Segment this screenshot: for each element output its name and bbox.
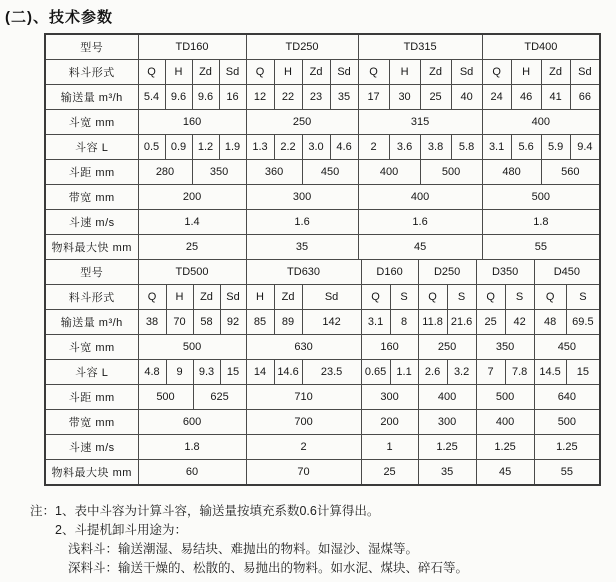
table-cell: 69.5 — [566, 310, 600, 335]
table-cell: 60 — [138, 460, 246, 486]
table-cell: Q — [138, 285, 166, 310]
table-cell: 30 — [389, 85, 420, 110]
table-cell: H — [165, 60, 192, 85]
table-cell: Q — [476, 285, 505, 310]
table-cell: 450 — [534, 335, 600, 360]
table-cell: 1.25 — [418, 435, 476, 460]
table-cell: TD315 — [358, 34, 482, 60]
table-cell: 21.6 — [447, 310, 476, 335]
table-cell: 1.8 — [138, 435, 246, 460]
row-label: 斗距 mm — [45, 385, 138, 410]
table-cell: 0.9 — [165, 135, 192, 160]
row-label: 带宽 mm — [45, 185, 138, 210]
table-cell: 300 — [418, 410, 476, 435]
table-cell: 9.6 — [165, 85, 192, 110]
table-row — [45, 460, 600, 486]
table-cell: 360 — [246, 160, 302, 185]
table-row — [45, 160, 600, 185]
table-cell: 2.2 — [274, 135, 302, 160]
table-cell: 0.65 — [361, 360, 390, 385]
table-cell: 700 — [246, 410, 361, 435]
table-cell: D450 — [534, 260, 600, 285]
table-cell: 200 — [138, 185, 246, 210]
table-cell: 400 — [418, 385, 476, 410]
table-cell: 25 — [476, 310, 505, 335]
table-cell: 92 — [220, 310, 246, 335]
table-row — [45, 285, 600, 310]
table-cell: 8 — [390, 310, 418, 335]
table-row — [45, 410, 600, 435]
table-cell: 14.6 — [274, 360, 302, 385]
table-row — [45, 135, 600, 160]
table-cell: 46 — [511, 85, 541, 110]
table-cell: 350 — [192, 160, 246, 185]
table-cell: 1.25 — [534, 435, 600, 460]
table-cell: 480 — [482, 160, 541, 185]
table-row — [45, 235, 600, 260]
row-label: 斗宽 mm — [45, 335, 138, 360]
table-cell: 5.9 — [541, 135, 570, 160]
table-cell: 25 — [420, 85, 451, 110]
table-row — [45, 335, 600, 360]
table-cell: Q — [138, 60, 165, 85]
table-cell: Q — [361, 285, 390, 310]
table-cell: 160 — [138, 110, 246, 135]
table-cell: H — [246, 285, 274, 310]
table-cell: 280 — [138, 160, 192, 185]
table-cell: 15 — [566, 360, 600, 385]
table-cell: 42 — [505, 310, 534, 335]
table-cell: 45 — [476, 460, 534, 486]
table-cell: Zd — [541, 60, 570, 85]
table-cell: 450 — [302, 160, 358, 185]
table-row — [45, 310, 600, 335]
table-cell: 640 — [534, 385, 600, 410]
table-cell: Q — [418, 285, 447, 310]
table-cell: 400 — [476, 410, 534, 435]
table-row — [45, 385, 600, 410]
table-cell: 500 — [420, 160, 482, 185]
table-cell: 11.8 — [418, 310, 447, 335]
table-cell: 16 — [219, 85, 246, 110]
footnotes — [30, 502, 605, 578]
row-label: 斗速 m/s — [45, 435, 138, 460]
table-cell: H — [511, 60, 541, 85]
row-label: 物料最大快 mm — [45, 235, 138, 260]
table-cell: S — [390, 285, 418, 310]
table-cell: 14 — [246, 360, 274, 385]
table-cell: H — [274, 60, 302, 85]
table-cell: 70 — [166, 310, 193, 335]
table-cell: 85 — [246, 310, 274, 335]
table-cell: 9.4 — [570, 135, 600, 160]
table-cell: 500 — [482, 185, 600, 210]
table-row — [45, 85, 600, 110]
table-row — [45, 34, 600, 60]
page-title: (二)、技术参数 — [5, 9, 113, 26]
row-label: 斗距 mm — [45, 160, 138, 185]
section-1-body — [45, 34, 600, 260]
table-cell: Q — [358, 60, 389, 85]
row-label: 料斗形式 — [45, 60, 138, 85]
table-cell: 1.8 — [482, 210, 600, 235]
table-row — [45, 185, 600, 210]
note-lines — [55, 502, 605, 578]
table-cell: Zd — [193, 285, 220, 310]
note-line-3: 浅料斗：输送潮湿、易结块、难抛出的物料。如湿沙、湿煤等。 — [68, 542, 419, 556]
table-cell: 3.8 — [420, 135, 451, 160]
row-label: 斗宽 mm — [45, 110, 138, 135]
table-cell: 200 — [361, 410, 418, 435]
row-label: 物料最大块 mm — [45, 460, 138, 486]
row-label: 料斗形式 — [45, 285, 138, 310]
table-cell: 3.2 — [447, 360, 476, 385]
table-cell: TD160 — [138, 34, 246, 60]
table-cell: Sd — [220, 285, 246, 310]
table-cell: 35 — [246, 235, 358, 260]
table-cell: 9.3 — [193, 360, 220, 385]
table-cell: Sd — [570, 60, 600, 85]
table-cell: TD400 — [482, 34, 600, 60]
table-cell: 142 — [302, 310, 361, 335]
table-cell: S — [447, 285, 476, 310]
row-label: 型号 — [45, 260, 138, 285]
note-line-4: 深料斗：输送干燥的、松散的、易抛出的物料。如水泥、煤块、碎石等。 — [68, 561, 469, 575]
table-cell: D160 — [361, 260, 418, 285]
table-cell: 350 — [476, 335, 534, 360]
table-cell: 0.5 — [138, 135, 165, 160]
table-row — [45, 110, 600, 135]
spec-table — [44, 33, 600, 486]
table-cell: 4.8 — [138, 360, 166, 385]
table-cell: 25 — [138, 235, 246, 260]
table-cell: 560 — [541, 160, 600, 185]
table-cell: 1.6 — [246, 210, 358, 235]
table-cell: Zd — [274, 285, 302, 310]
table-cell: 2.6 — [418, 360, 447, 385]
table-cell: 5.8 — [451, 135, 482, 160]
table-cell: 66 — [570, 85, 600, 110]
table-cell: Zd — [302, 60, 330, 85]
table-cell: 40 — [451, 85, 482, 110]
table-cell: S — [505, 285, 534, 310]
table-cell: 710 — [246, 385, 361, 410]
table-cell: Sd — [302, 285, 361, 310]
table-row — [45, 435, 600, 460]
table-cell: 23 — [302, 85, 330, 110]
table-cell: 3.1 — [482, 135, 511, 160]
table-cell: Q — [246, 60, 274, 85]
table-cell: 3.6 — [389, 135, 420, 160]
table-cell: 70 — [246, 460, 361, 486]
row-label: 输送量 m³/h — [45, 310, 138, 335]
table-cell: Sd — [451, 60, 482, 85]
table-cell: 12 — [246, 85, 274, 110]
table-cell: 1.25 — [476, 435, 534, 460]
spec-table-section-2 — [44, 259, 601, 486]
row-label: 斗速 m/s — [45, 210, 138, 235]
table-cell: 1.4 — [138, 210, 246, 235]
table-cell: 17 — [358, 85, 389, 110]
table-cell: 9 — [166, 360, 193, 385]
table-cell: S — [566, 285, 600, 310]
table-cell: 600 — [138, 410, 246, 435]
table-cell: 2 — [358, 135, 389, 160]
table-cell: 5.6 — [511, 135, 541, 160]
section-2-body — [45, 260, 600, 486]
note-line-1: 1、表中斗容为计算斗容，输送量按填充系数0.6计算得出。 — [55, 504, 380, 518]
table-cell: 41 — [541, 85, 570, 110]
table-cell: H — [166, 285, 193, 310]
table-cell: 1.3 — [246, 135, 274, 160]
table-cell: 1.2 — [192, 135, 219, 160]
table-cell: 2 — [246, 435, 361, 460]
table-cell: 400 — [482, 110, 600, 135]
table-cell: 1.1 — [390, 360, 418, 385]
table-cell: 500 — [476, 385, 534, 410]
table-cell: 3.0 — [302, 135, 330, 160]
table-cell: TD500 — [138, 260, 246, 285]
table-cell: Sd — [330, 60, 358, 85]
row-label: 斗容 L — [45, 360, 138, 385]
table-cell: 58 — [193, 310, 220, 335]
table-cell: 89 — [274, 310, 302, 335]
table-cell: 35 — [330, 85, 358, 110]
table-cell: 250 — [246, 110, 358, 135]
table-cell: 300 — [361, 385, 418, 410]
row-label: 输送量 m³/h — [45, 85, 138, 110]
table-cell: 25 — [361, 460, 418, 486]
table-cell: 500 — [138, 385, 193, 410]
table-cell: 38 — [138, 310, 166, 335]
table-cell: 5.4 — [138, 85, 165, 110]
table-cell: TD250 — [246, 34, 358, 60]
row-label: 型号 — [45, 34, 138, 60]
table-cell: 1.9 — [219, 135, 246, 160]
table-cell: 7 — [476, 360, 505, 385]
table-cell: 315 — [358, 110, 482, 135]
table-cell: Q — [534, 285, 566, 310]
note-line-2: 2、斗提机卸斗用途为： — [55, 523, 187, 537]
table-cell: H — [389, 60, 420, 85]
table-cell: 400 — [358, 185, 482, 210]
table-cell: 48 — [534, 310, 566, 335]
table-cell: 24 — [482, 85, 511, 110]
table-cell: Sd — [219, 60, 246, 85]
table-cell: 9.6 — [192, 85, 219, 110]
note-label: 注： — [30, 504, 56, 518]
table-cell: 23.5 — [302, 360, 361, 385]
table-cell: 160 — [361, 335, 418, 360]
table-cell: 500 — [138, 335, 246, 360]
table-cell: 400 — [358, 160, 420, 185]
row-label: 带宽 mm — [45, 410, 138, 435]
table-cell: 3.1 — [361, 310, 390, 335]
table-cell: 1 — [361, 435, 418, 460]
table-cell: D250 — [418, 260, 476, 285]
row-label: 斗容 L — [45, 135, 138, 160]
spec-table-section-1 — [44, 33, 601, 260]
table-cell: 1.6 — [358, 210, 482, 235]
table-cell: 55 — [534, 460, 600, 486]
table-row — [45, 260, 600, 285]
table-cell: 500 — [534, 410, 600, 435]
table-cell: D350 — [476, 260, 534, 285]
table-row — [45, 360, 600, 385]
table-cell: 35 — [418, 460, 476, 486]
table-cell: 7.8 — [505, 360, 534, 385]
table-cell: 45 — [358, 235, 482, 260]
table-cell: 22 — [274, 85, 302, 110]
table-cell: Zd — [420, 60, 451, 85]
table-cell: 630 — [246, 335, 361, 360]
table-cell: 300 — [246, 185, 358, 210]
table-cell: 55 — [482, 235, 600, 260]
table-cell: 14.5 — [534, 360, 566, 385]
table-cell: 4.6 — [330, 135, 358, 160]
table-cell: 15 — [220, 360, 246, 385]
table-cell: TD630 — [246, 260, 361, 285]
table-cell: Zd — [192, 60, 219, 85]
table-cell: Q — [482, 60, 511, 85]
table-cell: 625 — [193, 385, 246, 410]
table-row — [45, 60, 600, 85]
table-row — [45, 210, 600, 235]
table-cell: 250 — [418, 335, 476, 360]
